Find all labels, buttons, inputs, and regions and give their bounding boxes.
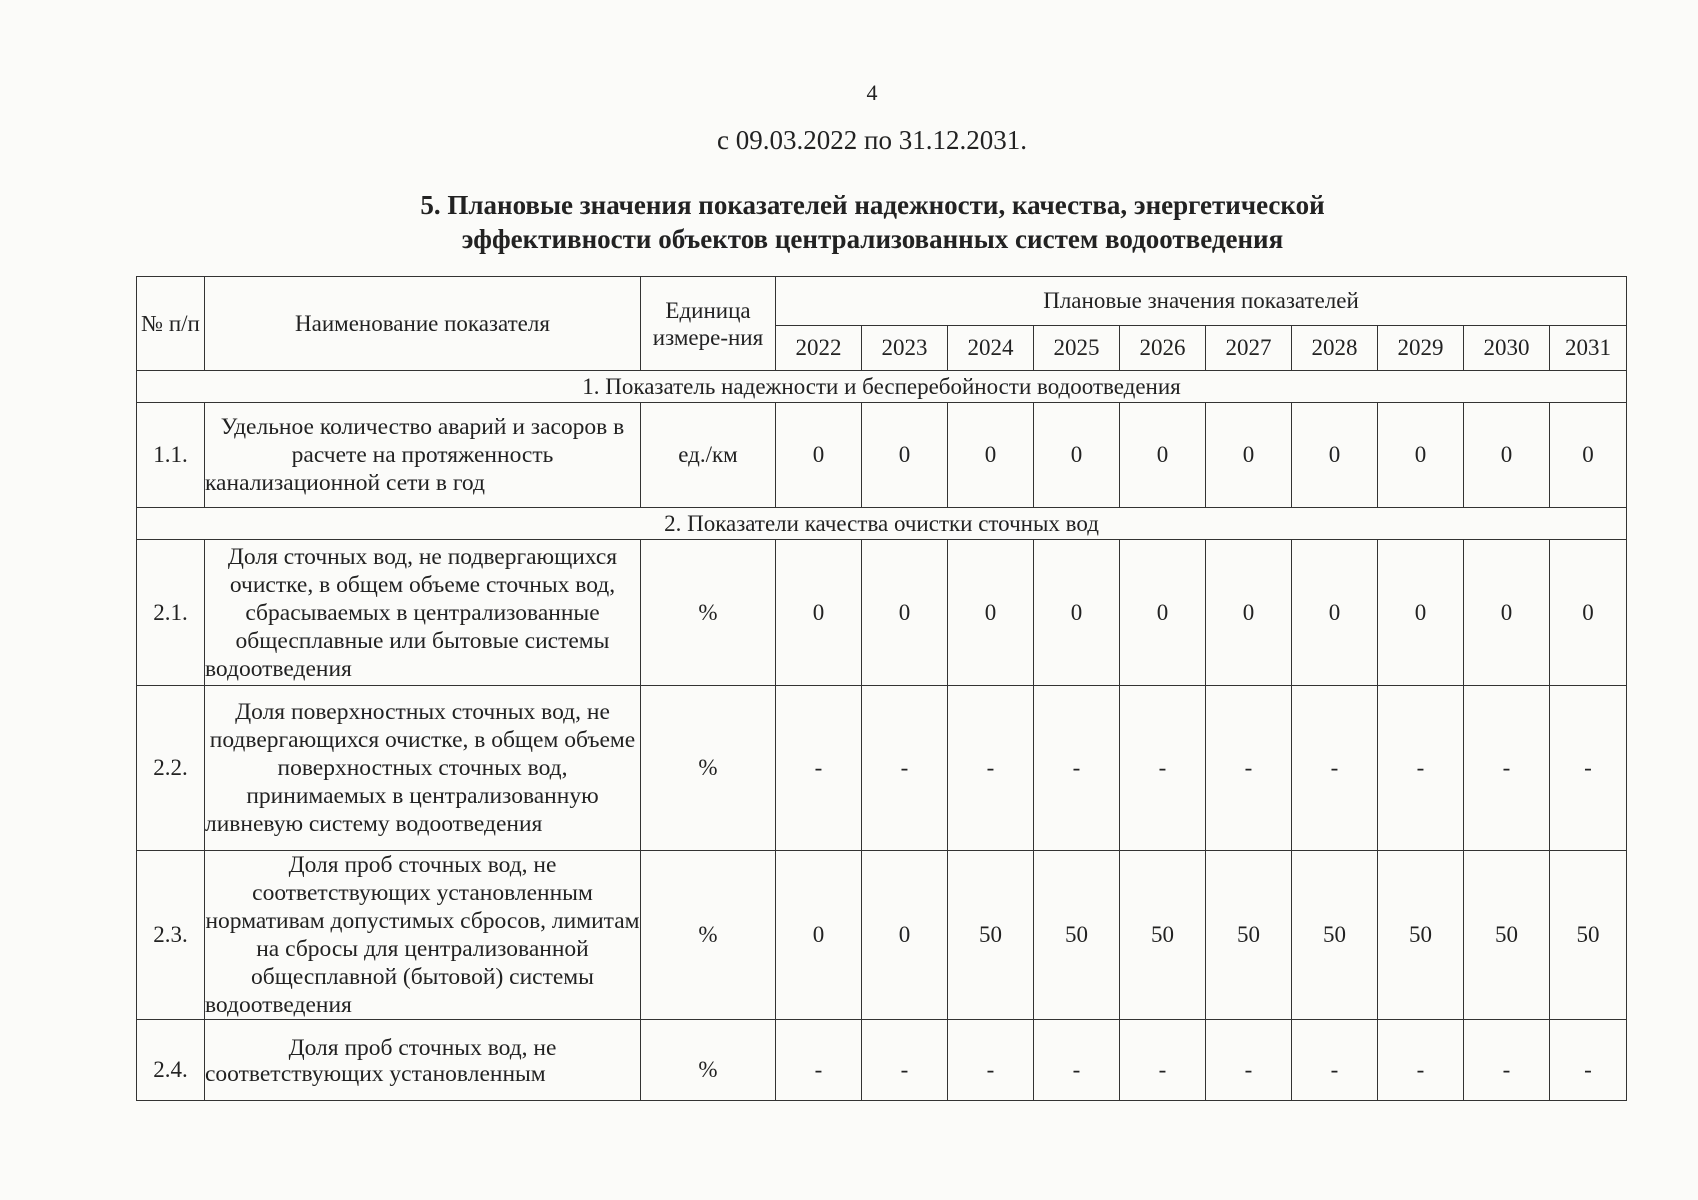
table-row: [137, 403, 1627, 508]
row-number: 2.3.: [137, 851, 205, 1020]
value-cell: -: [1378, 1020, 1464, 1101]
unit-cell: ед./км: [641, 403, 776, 508]
value-cell: 0: [1206, 540, 1292, 686]
value-cell: 0: [862, 540, 948, 686]
value-cell: 0: [1378, 403, 1464, 508]
value-cell: 0: [1464, 540, 1550, 686]
value-cell: -: [1206, 1020, 1292, 1101]
value-cell: -: [1034, 686, 1120, 851]
section-row: [137, 508, 1627, 540]
value-cell: 0: [948, 540, 1034, 686]
header-year: 2029: [1378, 326, 1464, 371]
value-cell: 0: [1034, 403, 1120, 508]
value-cell: 50: [1464, 851, 1550, 1020]
value-cell: -: [1292, 1020, 1378, 1101]
unit-cell: %: [641, 686, 776, 851]
indicator-name: Доля проб сточных вод, не соответствующих установленным нормативам допустимых сбросов, лимитам на сбросы для централизованной общесплавной (бытовой) системы водоотведения: [205, 852, 640, 1018]
value-cell: -: [862, 1020, 948, 1101]
value-cell: 0: [776, 540, 862, 686]
header-name: Наименование показателя: [205, 277, 641, 371]
header-plan: Плановые значения показателей: [776, 277, 1627, 326]
value-cell: 50: [1550, 851, 1627, 1020]
indicator-name: Доля сточных вод, не подвергающихся очистке, в общем объеме сточных вод, сбрасываемых в централизованные общесплавные или бытовые системы водоотведения: [205, 540, 641, 686]
value-cell: 0: [1292, 540, 1378, 686]
value-cell: -: [1120, 686, 1206, 851]
header-year: 2026: [1120, 326, 1206, 371]
value-cell: -: [1292, 686, 1378, 851]
value-cell: 0: [1378, 540, 1464, 686]
table-row: [137, 540, 1627, 686]
value-cell: -: [1120, 1020, 1206, 1101]
header-row: [137, 277, 1627, 326]
value-cell: -: [862, 686, 948, 851]
period-text: с 09.03.2022 по 31.12.2031.: [717, 125, 1027, 155]
value-cell: 0: [948, 403, 1034, 508]
value-cell: 0: [862, 403, 948, 508]
header-year: 2027: [1206, 326, 1292, 371]
value-cell: 0: [1206, 403, 1292, 508]
value-cell: 0: [1464, 403, 1550, 508]
value-cell: 0: [1034, 540, 1120, 686]
value-cell: 50: [1120, 851, 1206, 1020]
row-number: 2.1.: [137, 540, 205, 686]
row-number: 2.2.: [137, 686, 205, 851]
value-cell: -: [1464, 686, 1550, 851]
header-year: 2031: [1550, 326, 1627, 371]
header-year: 2025: [1034, 326, 1120, 371]
indicators-table: [136, 276, 1627, 1101]
value-cell: 0: [862, 851, 948, 1020]
value-cell: 50: [948, 851, 1034, 1020]
value-cell: -: [776, 1020, 862, 1101]
indicator-name: Доля проб сточных вод, не соответствующих установленным: [205, 1020, 641, 1101]
unit-cell: %: [641, 1020, 776, 1101]
value-cell: 0: [1292, 403, 1378, 508]
value-cell: 0: [776, 851, 862, 1020]
indicator-name: Удельное количество аварий и засоров в расчете на протяженность канализационной сети в год: [205, 403, 641, 508]
value-cell: 0: [1550, 403, 1627, 508]
row-number: 1.1.: [137, 403, 205, 508]
value-cell: -: [1378, 686, 1464, 851]
value-cell: 0: [1550, 540, 1627, 686]
row-number: 2.4.: [137, 1020, 205, 1101]
value-cell: 0: [1120, 403, 1206, 508]
header-year: 2023: [862, 326, 948, 371]
unit-cell: %: [641, 851, 776, 1020]
value-cell: 0: [1120, 540, 1206, 686]
value-cell: 50: [1034, 851, 1120, 1020]
page-number: 4: [866, 80, 878, 105]
header-year: 2030: [1464, 326, 1550, 371]
value-cell: -: [1550, 686, 1627, 851]
header-year: 2022: [776, 326, 862, 371]
value-cell: -: [1206, 686, 1292, 851]
section-row: [137, 371, 1627, 403]
value-cell: 0: [776, 403, 862, 508]
value-cell: -: [1464, 1020, 1550, 1101]
unit-cell: %: [641, 540, 776, 686]
value-cell: -: [1034, 1020, 1120, 1101]
value-cell: -: [776, 686, 862, 851]
value-cell: 50: [1206, 851, 1292, 1020]
header-year: 2024: [948, 326, 1034, 371]
value-cell: 50: [1292, 851, 1378, 1020]
table-row: [137, 1020, 1627, 1101]
value-cell: 50: [1378, 851, 1464, 1020]
value-cell: -: [948, 686, 1034, 851]
value-cell: -: [1550, 1020, 1627, 1101]
section-heading: 1. Показатель надежности и бесперебойности водоотведения: [137, 371, 1627, 403]
section-heading: 2. Показатели качества очистки сточных вод: [137, 508, 1627, 540]
value-cell: -: [948, 1020, 1034, 1101]
header-num: № п/п: [137, 277, 205, 371]
table-row: [137, 851, 1627, 1020]
header-unit: Единица измере-ния: [641, 277, 776, 371]
header-year: 2028: [1292, 326, 1378, 371]
section-title: 5. Плановые значения показателей надежности, качества, энергетической эффективности объектов централизованных систем водоотведения: [420, 190, 1325, 254]
table-row: [137, 686, 1627, 851]
indicator-name: Доля поверхностных сточных вод, не подвергающихся очистке, в общем объеме поверхностных сточных вод, принимаемых в централизованную ливневую систему водоотведения: [205, 686, 641, 851]
